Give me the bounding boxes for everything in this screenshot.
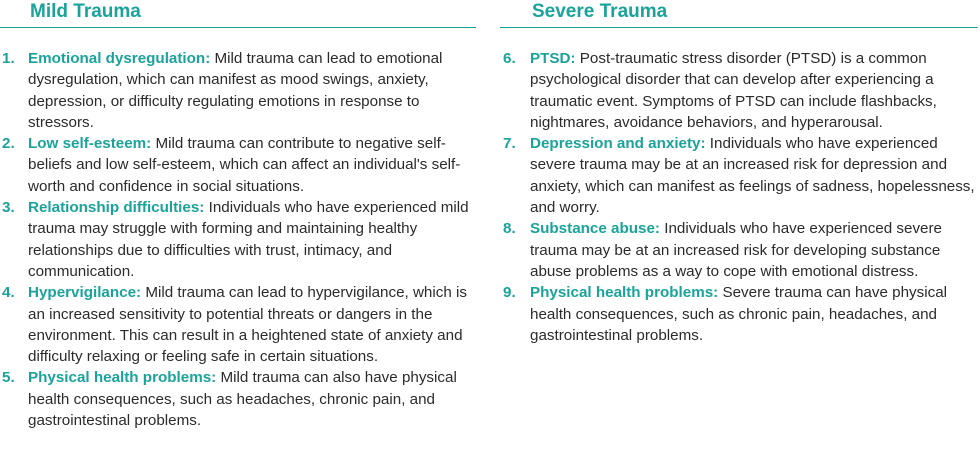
item-term: Relationship difficulties: <box>28 199 205 217</box>
item-term: Low self-esteem: <box>28 135 152 153</box>
item-number: 9. <box>503 284 516 302</box>
item-text: Individuals who have experienced severe trauma may be at an increased risk for depression and anxiety, which can manifest as feelings of sadness, hopelessness, and worry. <box>530 135 975 217</box>
item-term: Substance abuse: <box>530 220 660 238</box>
item-term: Physical health problems: <box>530 284 719 302</box>
item-number: 3. <box>2 199 15 217</box>
item-number: 2. <box>2 135 15 153</box>
item-text: Post-traumatic stress disorder (PTSD) is a common psychological disorder that can develop after experiencing a traumatic event. Symptoms of PTSD can include flashbacks, nightmares, avoidance behaviors, and hyperarousal. <box>530 50 937 131</box>
item-term: Depression and anxiety: <box>530 135 706 153</box>
mild-trauma-column <box>0 0 476 431</box>
severe-trauma-list <box>500 48 978 346</box>
item-text: Mild trauma can contribute to negative self-beliefs and low self-esteem, which can affect an individual's self-worth and confidence in social situations. <box>28 135 461 195</box>
list-item <box>500 218 978 282</box>
item-term: Emotional dysregulation: <box>28 50 211 67</box>
item-number: 6. <box>503 50 516 67</box>
list-item <box>0 133 476 197</box>
item-text: Individuals who have experienced severe trauma may be at an increased risk for developing substance abuse problems as a way to cope with emotional distress. <box>530 220 942 280</box>
list-item <box>0 197 476 282</box>
severe-trauma-column <box>500 0 978 346</box>
severe-trauma-heading: Severe Trauma <box>500 0 978 28</box>
item-number: 7. <box>503 135 516 153</box>
item-number: 1. <box>2 50 15 67</box>
item-text: Mild trauma can lead to emotional dysregulation, which can manifest as mood swings, anxiety, depression, or difficulty regulating emotions in response to stressors. <box>28 50 443 131</box>
item-term: PTSD: <box>530 50 576 67</box>
item-number: 8. <box>503 220 516 238</box>
item-text: Individuals who have experienced mild trauma may struggle with forming and maintaining healthy relationships due to difficulties with trust, intimacy, and communication. <box>28 199 469 280</box>
item-text: Severe trauma can have physical health consequences, such as chronic pain, headaches, and gastrointestinal problems. <box>530 284 948 344</box>
item-text: Mild trauma can lead to hypervigilance, which is an increased sensitivity to potential threats or dangers in the environment. This can result in a heightened state of anxiety and difficulty relaxing or feeling safe in certain situations. <box>28 284 467 366</box>
list-item <box>0 282 476 367</box>
mild-trauma-list <box>0 48 476 431</box>
item-text: Mild trauma can also have physical health consequences, such as headaches, chronic pain, and gastrointestinal problems. <box>28 369 457 430</box>
item-number: 4. <box>2 284 15 302</box>
list-item <box>500 282 978 346</box>
item-term: Hypervigilance: <box>28 284 142 302</box>
list-item <box>0 367 476 431</box>
list-item <box>0 48 476 133</box>
item-number: 5. <box>2 369 15 387</box>
list-item <box>500 48 978 133</box>
item-term: Physical health problems: <box>28 369 217 387</box>
list-item <box>500 133 978 218</box>
mild-trauma-heading: Mild Trauma <box>0 0 476 28</box>
